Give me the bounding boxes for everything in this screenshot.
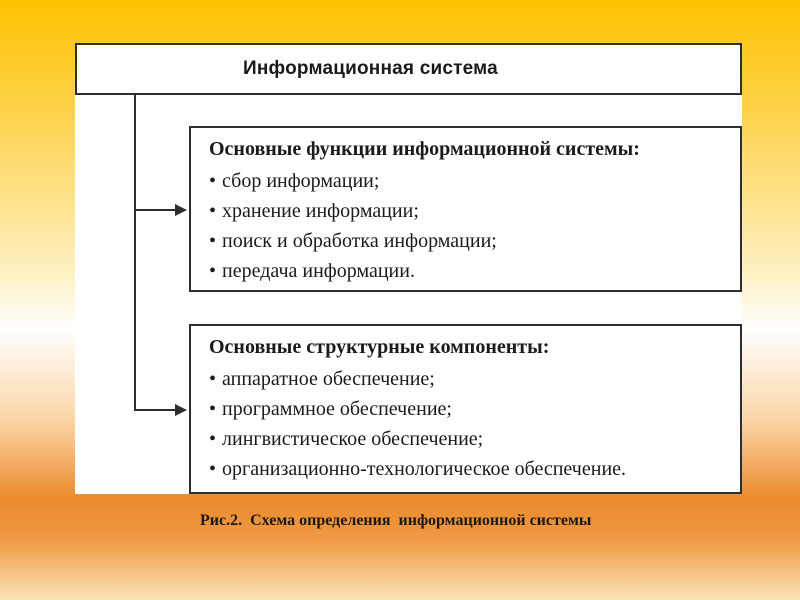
- diagram-title: Информационная система: [243, 58, 498, 79]
- components-box: [189, 324, 742, 494]
- figure-caption: Рис.2. Схема определения информационной системы: [200, 512, 592, 529]
- functions-list-item: • передача информации.: [209, 256, 497, 286]
- title-box: [75, 43, 742, 95]
- components-list: [209, 364, 626, 484]
- functions-list-item: • поиск и обработка информации;: [209, 226, 497, 256]
- functions-list: [209, 166, 497, 286]
- arrowhead-components: [175, 404, 187, 416]
- arrowhead-functions: [175, 204, 187, 216]
- functions-list-item: • сбор информации;: [209, 166, 497, 196]
- components-list-item: • лингвистическое обеспечение;: [209, 424, 626, 454]
- components-heading: Основные структурные компоненты:: [209, 336, 550, 358]
- components-list-item: • программное обеспечение;: [209, 394, 626, 424]
- components-list-item: • организационно-технологическое обеспечение.: [209, 454, 626, 484]
- functions-heading: Основные функции информационной системы:: [209, 138, 640, 160]
- functions-list-item: • хранение информации;: [209, 196, 497, 226]
- components-list-item: • аппаратное обеспечение;: [209, 364, 626, 394]
- functions-box: [189, 126, 742, 292]
- diagram: [75, 43, 742, 494]
